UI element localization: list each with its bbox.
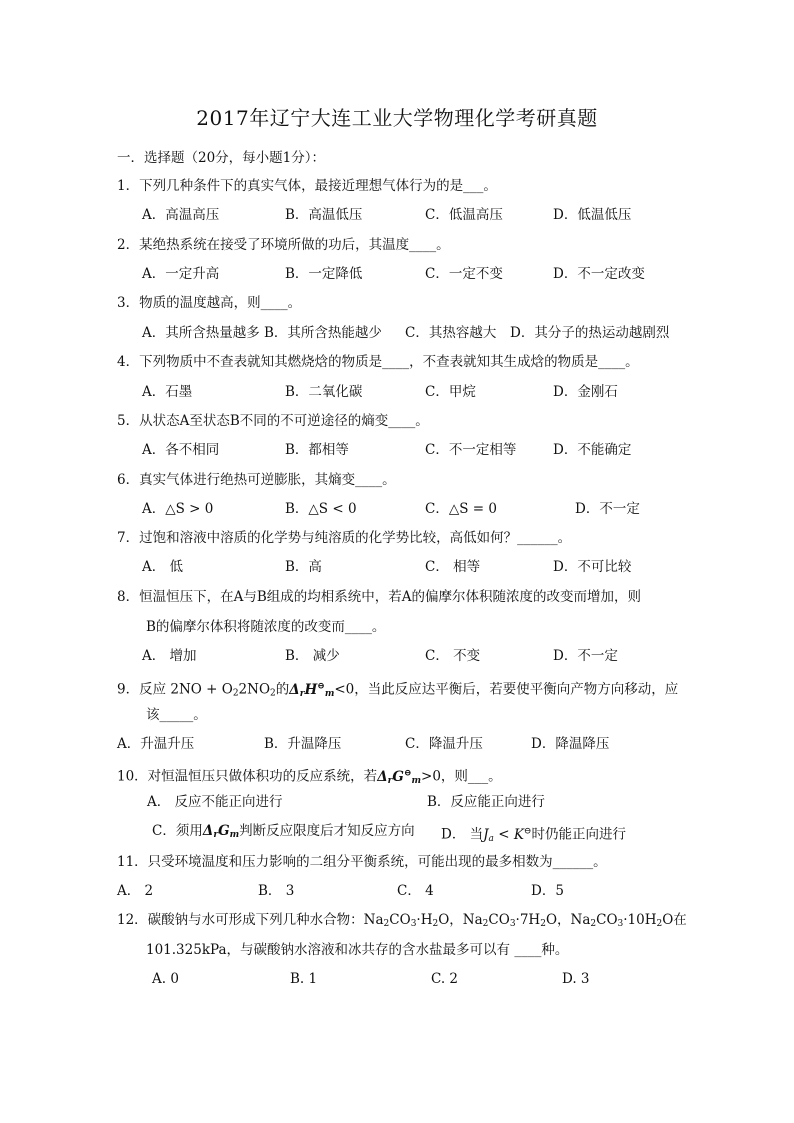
q1-option-b: B．高温低压 <box>285 207 363 223</box>
page-title: 2017年辽宁大连工业大学物理化学考研真题 <box>196 106 598 130</box>
q2-option-c: C．一定不变 <box>425 266 503 282</box>
q9-text-de: 的 <box>275 681 290 698</box>
question-11: 11．只受环境温度和压力影响的二组分平衡系统，可能出现的最多相数为______。 <box>117 854 607 870</box>
q7-option-d: D．不可比较 <box>553 559 632 575</box>
q3-option-c: C．其热容越大 <box>405 325 497 341</box>
q12-option-d: D. 3 <box>562 971 590 987</box>
q10-option-b: B．反应能正向进行 <box>427 794 545 810</box>
q4-option-b: B．二氧化碳 <box>285 384 363 400</box>
q1-option-c: C．低温高压 <box>425 207 503 223</box>
question-9-cont: 该_____。 <box>146 707 207 723</box>
question-12: 12．碳酸钠与水可形成下列几种水合物：$Na_2CO_3\cdot H_2O$，$Na_2CO_3\cdot 7H_2O$，$Na_2CO_3\cdot 10H_2O$在 <box>117 912 687 929</box>
section-heading: 一．选择题（20分，每小题1分）： <box>117 150 326 166</box>
q5-option-d: D．不能确定 <box>553 442 632 458</box>
q10-option-a: A． 反应不能正向进行 <box>147 794 283 810</box>
delta-r-h-symbol: $\Delta_rH^⊖_m$ <box>289 681 335 699</box>
question-8: 8．恒温恒压下，在A与B组成的均相系统中，若A的偏摩尔体积随浓度的改变而增加，则 <box>117 589 642 605</box>
q2-option-a: A．一定升高 <box>142 266 220 282</box>
q4-option-a: A．石墨 <box>142 384 193 400</box>
q8-option-c: C． 不变 <box>425 648 481 664</box>
question-1: 1．下列几种条件下的真实气体，最接近理想气体行为的是___。 <box>117 178 497 194</box>
q7-option-b: B．高 <box>285 559 322 575</box>
q9-option-a: A．升温升压 <box>117 736 195 752</box>
q9-text-no2: 2NO <box>238 681 271 698</box>
q1-option-d: D．低温低压 <box>553 207 632 223</box>
question-10 <box>117 764 502 790</box>
q2-option-b: B．一定降低 <box>285 266 363 282</box>
question-3: 3．物质的温度越高，则____。 <box>117 295 302 311</box>
q3-option-d: D．其分子的热运动越剧烈 <box>510 325 670 341</box>
q5-option-c: C．不一定相等 <box>425 442 517 458</box>
q10-text-start: 10．对恒温恒压只做体积功的反应系统，若 <box>117 768 378 785</box>
q9-option-c: C．降温升压 <box>405 736 483 752</box>
q9-text-end: <0，当此反应达平衡后，若要使平衡向产物方向移动，应 <box>334 681 679 698</box>
q9-option-b: B．升温降压 <box>264 736 342 752</box>
q5-option-b: B．都相等 <box>285 442 349 458</box>
q3-option-b: B．其所含热能越少 <box>264 325 382 341</box>
q12-option-c: C. 2 <box>431 971 459 987</box>
q10-text-end: >0，则___。 <box>421 768 502 785</box>
question-2: 2．某绝热系统在接受了环境所做的功后，其温度____。 <box>117 237 450 253</box>
delta-r-g-m-symbol: $\Delta_rG_m$ <box>202 823 240 840</box>
question-5: 5．从状态A至状态B不同的不可逆途径的熵变____。 <box>117 413 429 429</box>
delta-r-g-symbol: $\Delta_rG^⊖_m$ <box>377 768 422 786</box>
q11-option-b: B． 3 <box>258 883 295 899</box>
q7-option-c: C． 相等 <box>425 559 481 575</box>
q10-option-c: C．须用$\Delta_rG_m$判断反应限度后才知反应方向 <box>152 823 415 840</box>
q8-option-b: B． 减少 <box>285 648 340 664</box>
q9-sub-no2: 2 <box>270 688 276 699</box>
q6-option-d: D．不一定 <box>575 501 640 517</box>
q7-option-a: A． 低 <box>142 559 184 575</box>
q4-option-d: D．金刚石 <box>553 384 618 400</box>
q8-option-d: D．不一定 <box>553 648 618 664</box>
question-6: 6．真实气体进行绝热可逆膨胀，其熵变____。 <box>117 472 396 488</box>
q6-option-b: B．△S < 0 <box>285 501 357 517</box>
question-12-cont: 101.325kPa，与碳酸钠水溶液和冰共存的含水盐最多可以有 ____种。 <box>146 942 569 958</box>
q11-option-d: D．5 <box>531 883 564 899</box>
question-4: 4．下列物质中不查表就知其燃烧焓的物质是____，不查表就知其生成焓的物质是____。 <box>117 354 639 370</box>
q12-option-b: B. 1 <box>290 971 318 987</box>
q10-option-d: D． 当$J_a < K^⊖$时仍能正向进行 <box>441 826 626 844</box>
question-9 <box>117 677 678 703</box>
q2-option-d: D．不一定改变 <box>553 266 645 282</box>
q1-option-a: A．高温高压 <box>142 207 220 223</box>
q9-sub-o2: 2 <box>232 688 239 699</box>
q3-option-a: A．其所含热量越多 <box>142 325 260 341</box>
q9-option-d: D．降温降压 <box>531 736 610 752</box>
q6-option-c: C．△S = 0 <box>425 501 497 517</box>
q12-option-a: A. 0 <box>152 971 179 987</box>
k-theta-symbol: K⊖ <box>513 826 532 843</box>
q11-option-a: A． 2 <box>117 883 154 899</box>
q6-option-a: A．△S > 0 <box>142 501 214 517</box>
q9-text-start: 9．反应 2NO + O <box>117 681 233 698</box>
q5-option-a: A．各不相同 <box>142 442 220 458</box>
q11-option-c: C． 4 <box>397 883 434 899</box>
q4-option-c: C．甲烷 <box>425 384 476 400</box>
j-a-symbol: $J_a$ <box>483 826 494 844</box>
question-8-cont: B的偏摩尔体积将随浓度的改变而____。 <box>146 619 386 635</box>
question-7: 7．过饱和溶液中溶质的化学势与纯溶质的化学势比较，高低如何？______。 <box>117 530 572 546</box>
q8-option-a: A． 增加 <box>142 648 197 664</box>
